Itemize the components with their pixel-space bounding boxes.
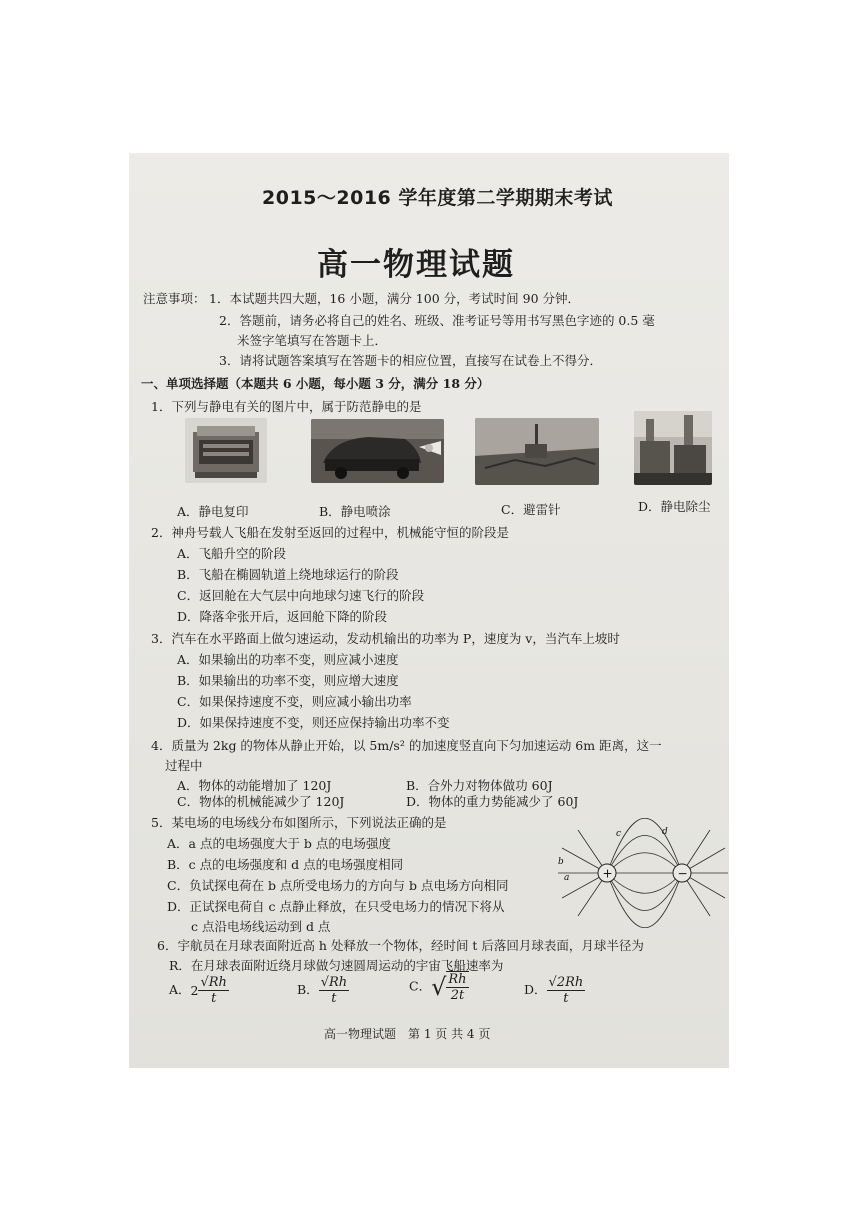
q4-option-a: A．物体的动能增加了 120J xyxy=(177,778,332,793)
q6-option-b xyxy=(297,975,349,1006)
q6-option-d-label: D． xyxy=(524,982,547,997)
q1-image-photocopier xyxy=(185,418,267,483)
q5-option-b: B．c 点的电场强度和 d 点的电场强度相同 xyxy=(167,857,404,872)
q6-stem-line1: 6．宇航员在月球表面附近高 h 处释放一个物体，经时间 t 后落回月球表面，月球半径为 xyxy=(157,938,644,953)
q6-option-c-numerator: Rh xyxy=(448,972,467,987)
q6-option-b-fraction xyxy=(319,975,349,1006)
q6-option-d-denominator: t xyxy=(547,990,586,1006)
exam-title: 2015～2016 学年度第二学期期末考试 xyxy=(262,187,613,209)
q6-option-b-numerator: √Rh xyxy=(320,975,348,990)
note-item-2-line2: 米签字笔填写在答题卡上． xyxy=(237,333,388,348)
q1-option-c: C．避雷针 xyxy=(501,502,561,517)
q5-figure-b-label: b xyxy=(558,857,564,867)
q6-option-c-denominator: 2t xyxy=(446,987,468,1003)
q4-stem-line2: 过程中 xyxy=(165,758,203,773)
q4-option-b: B．合外力对物体做功 60J xyxy=(406,778,553,793)
q1-option-d: D．静电除尘 xyxy=(638,499,711,514)
q1-option-a: A．静电复印 xyxy=(177,504,249,519)
note-item-2-line1: 2．答题前，请务必将自己的姓名、班级、准考证号等用书写黑色字迹的 0.5 毫 xyxy=(219,313,655,328)
q6-option-d xyxy=(524,975,585,1006)
q3-option-a: A．如果输出的功率不变，则应减小速度 xyxy=(177,652,399,667)
note-item-1: 1．本试题共四大题，16 小题，满分 100 分，考试时间 90 分钟． xyxy=(209,291,580,306)
q2-option-c: C．返回舱在大气层中向地球匀速飞行的阶段 xyxy=(177,588,425,603)
q4-option-d: D．物体的重力势能减少了 60J xyxy=(406,794,579,809)
q6-stem-line2: R．在月球表面附近绕月球做匀速圆周运动的宇宙飞船速率为 xyxy=(169,958,504,973)
subject-title: 高一物理试题 xyxy=(317,247,515,283)
q3-option-c: C．如果保持速度不变，则应减小输出功率 xyxy=(177,694,412,709)
q6-option-b-label: B． xyxy=(297,982,319,997)
q6-option-c xyxy=(409,971,469,1003)
q6-option-a-numerator: √Rh xyxy=(200,975,227,990)
q2-option-d: D．降落伞张开后，返回舱下降的阶段 xyxy=(177,609,388,624)
q3-option-d: D．如果保持速度不变，则还应保持输出功率不变 xyxy=(177,715,450,730)
q5-figure-minus-label: − xyxy=(677,866,688,881)
q5-figure-c-label: c xyxy=(616,829,622,839)
q6-option-c-fraction xyxy=(446,971,468,1003)
q5-option-a: A．a 点的电场强度大于 b 点的电场强度 xyxy=(167,836,391,851)
q1-image-dust-removal xyxy=(634,411,712,485)
q6-option-c-label: C． xyxy=(409,978,432,994)
q4-option-c: C．物体的机械能减少了 120J xyxy=(177,794,345,809)
q6-option-d-fraction xyxy=(547,975,586,1006)
q5-figure-a-label: a xyxy=(564,873,570,883)
q6-option-a-label: A． xyxy=(169,982,191,997)
q5-figure-plus-label: + xyxy=(602,866,613,881)
q5-option-d-line2: c 点沿电场线运动到 d 点 xyxy=(191,919,331,934)
q5-stem: 5．某电场的电场线分布如图所示，下列说法正确的是 xyxy=(151,815,447,830)
q6-option-d-numerator: √2Rh xyxy=(548,975,584,990)
note-item-3: 3．请将试题答案填写在答题卡的相应位置，直接写在试卷上不得分． xyxy=(219,353,602,368)
notes-label: 注意事项： xyxy=(143,291,206,306)
q2-option-a: A．飞船升空的阶段 xyxy=(177,546,287,561)
q1-image-spray-painting xyxy=(311,419,444,483)
exam-sheet xyxy=(129,153,729,1068)
q6-option-a-coef: 2 xyxy=(190,983,199,998)
q5-option-c: C．负试探电荷在 b 点所受电场力的方向与 b 点电场方向相同 xyxy=(167,878,509,893)
q6-option-b-denominator: t xyxy=(319,990,349,1006)
section-1-title: 一、单项选择题（本题共 6 小题，每小题 3 分，满分 18 分） xyxy=(141,376,490,391)
q1-option-b: B．静电喷涂 xyxy=(319,504,391,519)
q6-option-a-denominator: t xyxy=(198,990,228,1006)
q5-figure-d-label: d xyxy=(662,827,668,837)
q4-stem-line1: 4．质量为 2kg 的物体从静止开始，以 5m/s² 的加速度竖直向下匀加速运动 6m 距离，这一 xyxy=(151,738,662,753)
q5-option-d: D．正试探电荷自 c 点静止释放，在只受电场力的情况下将从 xyxy=(167,899,505,914)
q6-option-a xyxy=(169,975,229,1006)
q3-stem: 3．汽车在水平路面上做匀速运动，发动机输出的功率为 P，速度为 v，当汽车上坡时 xyxy=(151,631,620,646)
q6-option-a-fraction xyxy=(198,975,228,1006)
q1-image-lightning-rod xyxy=(475,418,599,485)
q5-field-lines-figure xyxy=(554,818,729,928)
q2-option-b: B．飞船在椭圆轨道上绕地球运行的阶段 xyxy=(177,567,399,582)
q1-stem: 1．下列与静电有关的图片中，属于防范静电的是 xyxy=(151,399,422,414)
page-footer: 高一物理试题 第 1 页 共 4 页 xyxy=(324,1027,491,1041)
q3-option-b: B．如果输出的功率不变，则应增大速度 xyxy=(177,673,399,688)
q2-stem: 2．神舟号载人飞船在发射至返回的过程中，机械能守恒的阶段是 xyxy=(151,525,509,540)
q6-option-c-root: √ xyxy=(431,973,447,1001)
